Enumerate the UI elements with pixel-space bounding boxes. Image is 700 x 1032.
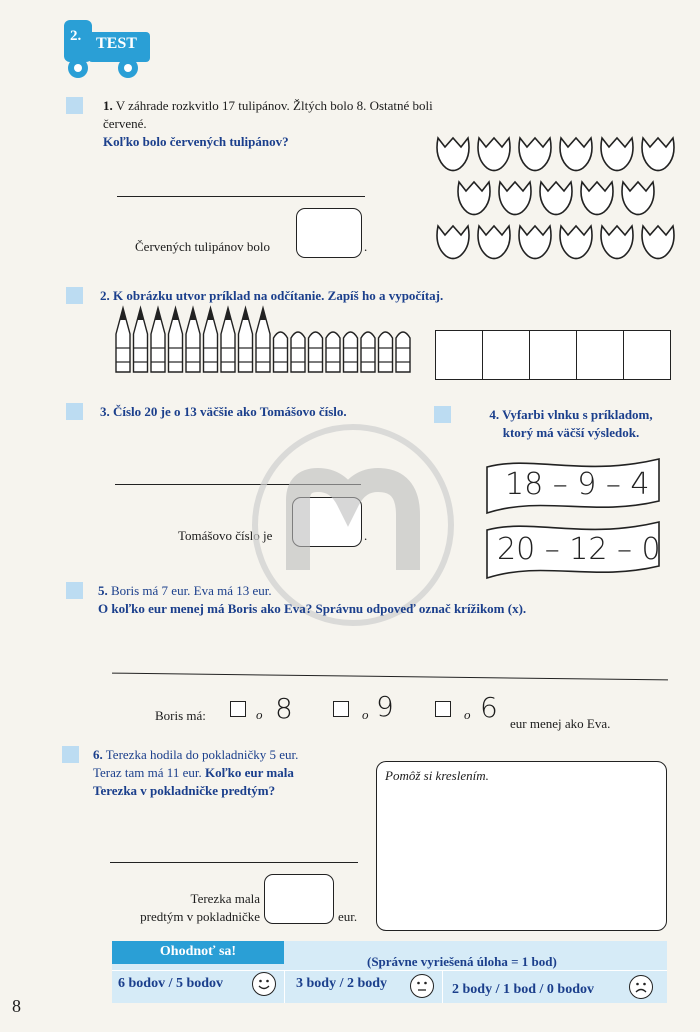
sharpened-pencil-icon: [256, 308, 270, 372]
happy-face-icon[interactable]: [252, 972, 276, 996]
eval-note: (Správne vyriešená úloha = 1 bod): [367, 954, 557, 969]
tulip-icon: [601, 226, 633, 259]
q2-answer-cell[interactable]: [436, 331, 482, 379]
q5-checkbox-2[interactable]: [333, 701, 349, 717]
tulip-icon: [540, 182, 572, 215]
q6-answer-line[interactable]: [110, 862, 358, 863]
q5-option-3: 6: [480, 691, 498, 724]
blunt-pencil-icon: [344, 332, 358, 372]
test-badge: [62, 18, 152, 80]
q6-unit: eur.: [338, 909, 358, 924]
q1-text: 1. V záhrade rozkvitlo 17 tulipánov. Žltých bolo 8. Ostatné boli červené. Koľko bolo červených tulipánov?: [103, 98, 433, 149]
sharpened-pencil-icon: [221, 308, 235, 372]
task-marker-5: [66, 582, 83, 599]
task-marker-6: [62, 746, 79, 763]
q2-answer-cell[interactable]: [529, 331, 576, 379]
eval-score-2: 3 body / 2 body: [296, 976, 388, 991]
blunt-pencil-icon: [326, 332, 340, 372]
task-marker-3: [66, 403, 83, 420]
q2-answer-cell[interactable]: [482, 331, 529, 379]
tulip-icon: [437, 138, 469, 171]
tulip-icon: [601, 138, 633, 171]
blunt-pencil-icon: [361, 332, 375, 372]
q5-text: 5. Boris má 7 eur. Eva má 13 eur. O koľko eur menej má Boris ako Eva? Správnu odpoveď označ krížikom (x).: [98, 583, 527, 616]
q2-answer-cells: [435, 330, 671, 380]
wave-text-1: 18 – 9 – 4: [505, 467, 650, 502]
pencils-illustration: [112, 304, 422, 378]
sharpened-pencil-icon: [169, 308, 183, 372]
sad-face-icon[interactable]: [629, 975, 653, 999]
q5-o-1: o: [256, 707, 263, 722]
sharpened-pencil-icon: [239, 308, 253, 372]
badge-label: TEST: [96, 35, 137, 52]
q5-option-1: 8: [275, 692, 293, 725]
q5-o-2: o: [362, 707, 369, 722]
tulip-icon: [642, 138, 674, 171]
eval-score-3: 2 body / 1 bod / 0 bodov: [452, 982, 594, 997]
sharpened-pencil-icon: [134, 308, 148, 372]
q3-period: .: [364, 528, 368, 543]
q6-drawing-area[interactable]: [376, 761, 667, 931]
wave-option-2[interactable]: [483, 518, 663, 580]
tulip-icon: [437, 226, 469, 259]
eval-title: Ohodnoť sa!: [159, 944, 237, 959]
sharpened-pencil-icon: [151, 308, 165, 372]
q3-answer-label: Tomášovo číslo je: [178, 528, 273, 543]
self-evaluation: [112, 941, 667, 1003]
q6-text: 6. Terezka hodila do pokladničky 5 eur. Teraz tam má 11 eur. Koľko eur mala Terezka v pokladničke predtým?: [93, 747, 299, 798]
q6-answer-label: Terezka mala predtým v pokladničke: [140, 891, 260, 924]
tulip-icon: [581, 182, 613, 215]
q2-answer-cell[interactable]: [576, 331, 623, 379]
tulip-icon: [499, 182, 531, 215]
tulip-icon: [560, 226, 592, 259]
tulips-illustration: [432, 130, 682, 270]
tulip-icon: [519, 138, 551, 171]
sharpened-pencil-icon: [186, 308, 200, 372]
q6-answer-box[interactable]: [264, 874, 334, 924]
tulip-icon: [560, 138, 592, 171]
q1-answer-box[interactable]: [296, 208, 362, 258]
q1-answer-label: Červených tulipánov bolo: [135, 239, 271, 254]
q4-text: 4. Vyfarbi vlnku s príkladom, ktorý má väčší výsledok.: [489, 407, 653, 440]
tulip-icon: [458, 182, 490, 215]
q5-option-2: 9: [376, 690, 394, 723]
blunt-pencil-icon: [274, 332, 288, 372]
eval-divider: [112, 970, 667, 971]
blunt-pencil-icon: [379, 332, 393, 372]
wave-option-1[interactable]: [483, 455, 663, 515]
q5-answer-line[interactable]: [112, 673, 668, 681]
tulip-icon: [519, 226, 551, 259]
eval-col-divider-2: [442, 970, 443, 1003]
q2-answer-cell[interactable]: [623, 331, 670, 379]
blunt-pencil-icon: [291, 332, 305, 372]
q6-draw-hint: Pomôž si kreslením.: [385, 768, 489, 783]
eval-col-divider-1: [284, 970, 285, 1003]
q5-label-start: Boris má:: [155, 708, 206, 723]
q1-period: .: [364, 239, 368, 254]
blunt-pencil-icon: [396, 332, 410, 372]
badge-number: 2.: [70, 28, 82, 44]
q1-answer-line[interactable]: [117, 196, 365, 197]
tulip-icon: [622, 182, 654, 215]
q5-checkbox-3[interactable]: [435, 701, 451, 717]
tulip-icon: [478, 226, 510, 259]
sharpened-pencil-icon: [116, 308, 130, 372]
eval-score-1: 6 bodov / 5 bodov: [118, 976, 224, 991]
q1-question: Koľko bolo červených tulipánov?: [103, 134, 289, 149]
tulip-icon: [642, 226, 674, 259]
q5-checkbox-1[interactable]: [230, 701, 246, 717]
neutral-face-icon[interactable]: [410, 974, 434, 998]
wave-text-2: 20 – 12 – 0: [497, 532, 661, 567]
q5-o-3: o: [464, 707, 471, 722]
q5-label-end: eur menej ako Eva.: [510, 716, 611, 731]
task-marker-2: [66, 287, 83, 304]
sharpened-pencil-icon: [204, 308, 218, 372]
q5-question: O koľko eur menej má Boris ako Eva? Správnu odpoveď označ krížikom (x).: [98, 601, 527, 616]
page-number: 8: [12, 996, 21, 1016]
blunt-pencil-icon: [309, 332, 323, 372]
q3-text: 3. Číslo 20 je o 13 väčšie ako Tomášovo číslo.: [100, 404, 347, 419]
tulip-icon: [478, 138, 510, 171]
task-marker-1: [66, 97, 83, 114]
q2-text: 2. K obrázku utvor príklad na odčítanie. Zapíš ho a vypočítaj.: [100, 288, 444, 303]
